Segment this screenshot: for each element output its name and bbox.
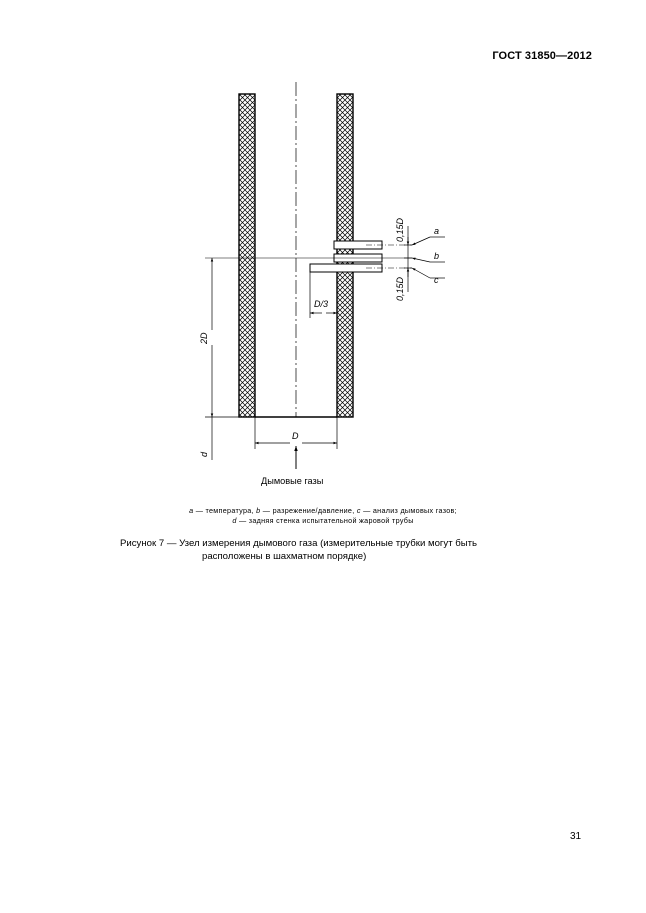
legend-dash: —	[363, 506, 371, 515]
dimension-015D	[404, 226, 412, 292]
legend-key-d: d	[232, 516, 237, 525]
label-dim-015D-bottom: 0,15D	[395, 276, 405, 301]
figure-caption-line1: Рисунок 7 — Узел измерения дымового газа (измерительные трубки могут быть	[120, 538, 478, 549]
label-dim-015D-top: 0,15D	[395, 217, 405, 242]
dimension-D3	[310, 272, 337, 318]
legend-dash: —	[262, 506, 271, 515]
left-tube-wall	[239, 94, 255, 417]
figure-legend-line2	[100, 516, 546, 526]
label-a: a	[434, 226, 440, 236]
figure-caption-line2: расположены в шахматном порядке)	[202, 551, 367, 562]
label-2D: 2D	[199, 332, 209, 344]
legend-desc-b: разрежение/давление,	[272, 506, 355, 515]
legend-key-c: c	[356, 506, 361, 515]
legend-desc-d: задняя стенка испытательной жаровой трубы	[248, 516, 414, 525]
page-number: 31	[570, 831, 582, 842]
figure-legend	[100, 506, 546, 516]
label-c: c	[434, 275, 439, 285]
label-D: D	[292, 431, 299, 441]
legend-dash: —	[195, 506, 204, 515]
legend-key-b: b	[256, 506, 261, 515]
legend-dash: —	[238, 516, 247, 525]
document-code: ГОСТ 31850—2012	[492, 50, 592, 62]
legend-key-a: a	[189, 506, 194, 515]
legend-desc-c: анализ дымовых газов;	[372, 506, 457, 515]
label-d: d	[199, 451, 209, 457]
label-flue-gases: Дымовые газы	[261, 476, 324, 486]
figure-caption	[120, 537, 530, 563]
legend-desc-a: температура,	[205, 506, 254, 515]
leader-lines	[412, 237, 445, 278]
label-D3: D/3	[314, 299, 329, 309]
label-b: b	[434, 251, 440, 261]
dimension-2D	[205, 258, 239, 417]
